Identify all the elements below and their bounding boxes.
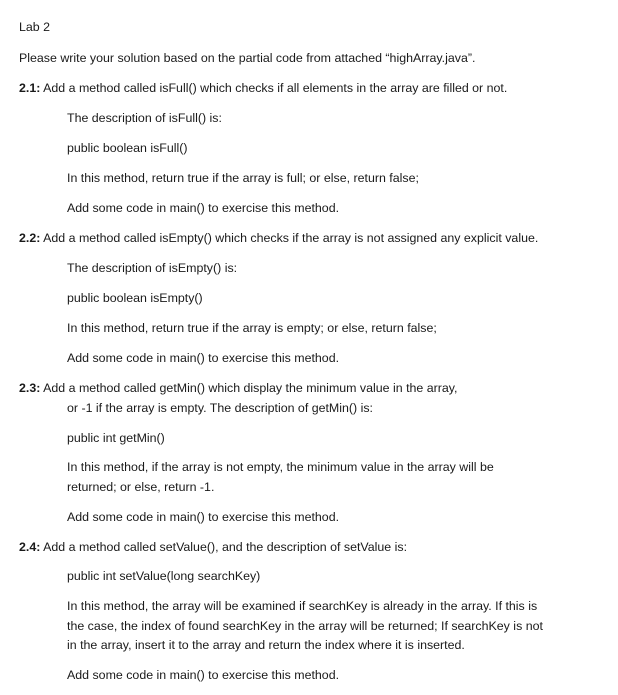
section-2-4-line: In this method, the array will be examined if searchKey is already in the array. If this is <box>67 599 538 613</box>
section-heading-text: Add a method called isEmpty() which checks if the array is not assigned any explicit value. <box>43 231 539 245</box>
section-2-2-heading <box>19 230 538 246</box>
section-2-3-signature: public int getMin() <box>67 431 165 445</box>
section-2-1-line: Add some code in main() to exercise this method. <box>67 201 340 215</box>
section-2-1-line: In this method, return true if the array is full; or else, return false; <box>67 171 419 185</box>
section-heading-text: Add a method called getMin() which display the minimum value in the array, <box>43 381 458 395</box>
section-2-4-heading <box>19 539 407 555</box>
doc-title: Lab 2 <box>19 20 51 34</box>
section-2-3-heading-cont: or -1 if the array is empty. The description of getMin() is: <box>67 401 373 415</box>
section-label: 2.3: <box>19 381 41 395</box>
section-2-2-line: Add some code in main() to exercise this method. <box>67 351 340 365</box>
section-2-4-line: in the array, insert it to the array and return the index where it is inserted. <box>67 638 465 652</box>
section-2-2-signature: public boolean isEmpty() <box>67 291 203 305</box>
section-2-3-line: Add some code in main() to exercise this method. <box>67 510 340 524</box>
section-2-1-heading <box>19 80 507 96</box>
section-label: 2.1: <box>19 81 41 95</box>
section-2-3-heading <box>19 380 458 396</box>
section-2-1-line: The description of isFull() is: <box>67 111 222 125</box>
section-label: 2.4: <box>19 540 41 554</box>
section-2-1-signature: public boolean isFull() <box>67 141 188 155</box>
section-2-4-line: Add some code in main() to exercise this method. <box>67 668 340 682</box>
section-label: 2.2: <box>19 231 41 245</box>
intro-text: Please write your solution based on the partial code from attached “highArray.java”. <box>19 51 476 65</box>
section-2-2-line: In this method, return true if the array is empty; or else, return false; <box>67 321 437 335</box>
section-2-3-line: returned; or else, return -1. <box>67 480 215 494</box>
section-2-4-line: the case, the index of found searchKey in the array will be returned; If searchKey is not <box>67 619 543 633</box>
section-2-4-signature: public int setValue(long searchKey) <box>67 569 261 583</box>
section-2-3-line: In this method, if the array is not empty, the minimum value in the array will be <box>67 460 494 474</box>
section-heading-text: Add a method called setValue(), and the description of setValue is: <box>43 540 408 554</box>
section-2-2-line: The description of isEmpty() is: <box>67 261 238 275</box>
section-heading-text: Add a method called isFull() which checks if all elements in the array are filled or not. <box>43 81 508 95</box>
